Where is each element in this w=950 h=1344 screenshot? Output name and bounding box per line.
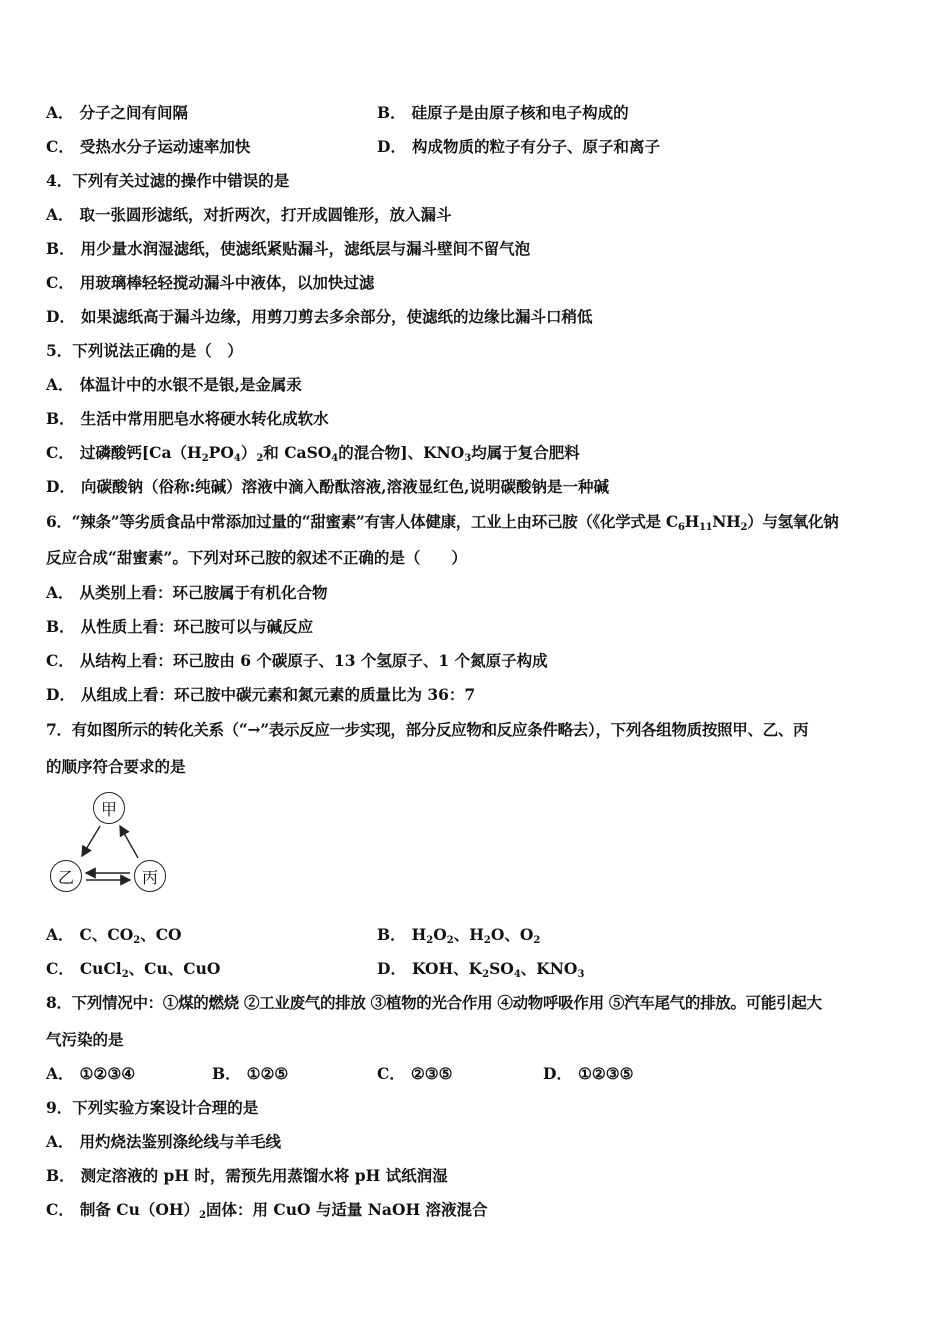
subscript: 2 (199, 1210, 206, 1221)
option-text: 用灼烧法鉴别涤纶线与羊毛线 (79, 1132, 282, 1151)
q6-option-a (46, 583, 328, 603)
text-part: 、KNO (520, 959, 578, 978)
q6-option-d (46, 685, 475, 705)
q4-option-b (46, 239, 530, 259)
q5-stem: 5．下列说法正确的是（ ） (46, 341, 243, 360)
text-part: C、CO (79, 925, 134, 944)
q7-stem-line2: 的顺序符合要求的是 (46, 757, 186, 776)
node-bing: 丙 (134, 860, 166, 892)
text-part: ）与氢氧化钠 (747, 512, 839, 531)
option-label: D． (46, 685, 75, 704)
option-text: 从类别上看：环己胺属于有机化合物 (79, 583, 328, 602)
subscript: 11 (698, 522, 713, 533)
option-label: D． (377, 137, 406, 156)
q3-option-c (46, 137, 250, 157)
option-label: B． (46, 409, 75, 428)
text-part: 的混合物]、KNO (338, 443, 465, 462)
q5-option-d (46, 477, 609, 497)
q4-option-d (46, 307, 592, 327)
option-label: D． (46, 477, 75, 496)
option-text: ①②③⑤ (577, 1064, 634, 1083)
text-part: O、O (490, 925, 534, 944)
q7-stem-line1: 7．有如图所示的转化关系（“→”表示反应一步实现，部分反应物和反应条件略去），下列各组物质按照甲、乙、丙 (46, 720, 809, 739)
text-part: 均属于复合肥料 (471, 443, 580, 462)
option-label: B． (46, 617, 75, 636)
option-text: 从组成上看：环己胺中碳元素和氮元素的质量比为 36：7 (80, 685, 476, 704)
q8-option-b (212, 1064, 288, 1084)
option-text: ②③⑤ (410, 1064, 453, 1083)
option-label: A． (46, 583, 74, 602)
text-part: PO (208, 443, 234, 462)
option-label: B． (377, 103, 406, 122)
option-text: 用玻璃棒轻轻搅动漏斗中液体，以加快过滤 (79, 273, 375, 292)
option-text: 向碳酸钠（俗称:纯碱）溶液中滴入酚酞溶液,溶液显红色,说明碳酸钠是一种碱 (80, 477, 609, 496)
subscript: 2 (483, 935, 491, 946)
q9-option-c (46, 1200, 488, 1220)
subscript: 2 (121, 969, 129, 980)
text-part: SO (489, 959, 514, 978)
q9-option-a (46, 1132, 281, 1152)
option-text: 硅原子是由原子核和电子构成的 (411, 103, 629, 122)
option-label: A． (46, 1132, 74, 1151)
option-label: A． (46, 103, 74, 122)
text-part: 和 CaSO (263, 443, 332, 462)
q7-option-a (46, 925, 182, 945)
q3-option-d (377, 137, 660, 157)
text-part: H (411, 925, 427, 944)
option-text: 受热水分子运动速率加快 (79, 137, 251, 156)
q5-option-a (46, 375, 302, 395)
option-label: C． (46, 1200, 74, 1219)
option-label: C． (46, 959, 74, 978)
subscript: 2 (533, 935, 541, 946)
subscript: 2 (201, 453, 209, 464)
option-label: C． (377, 1064, 405, 1083)
text-part: H (684, 512, 699, 531)
text-part: 6．“辣条”等劣质食品中常添加过量的“甜蜜素”有害人体健康，工业上由环己胺（《化学式是 C (46, 512, 678, 531)
option-label: D． (46, 307, 75, 326)
text-part: 、Cu、CuO (128, 959, 221, 978)
option-label: B． (46, 1166, 75, 1185)
option-label: D． (377, 959, 406, 978)
q8-option-c (377, 1064, 453, 1084)
option-label: A． (46, 1064, 74, 1083)
option-text: 从结构上看：环己胺由 6 个碳原子、13 个氢原子、1 个氮原子构成 (79, 651, 548, 670)
q4-stem: 4．下列有关过滤的操作中错误的是 (46, 171, 290, 190)
option-text: ①②③④ (79, 1064, 136, 1083)
q3-option-b (377, 103, 629, 123)
q9-option-b (46, 1166, 448, 1186)
q4-option-a (46, 205, 452, 225)
option-text: 用少量水润湿滤纸，使滤纸紧贴漏斗，滤纸层与漏斗壁间不留气泡 (80, 239, 531, 258)
subscript: 2 (256, 453, 264, 464)
option-label: B． (377, 925, 406, 944)
subscript: 4 (331, 453, 339, 464)
text-part: 固体：用 CuO 与适量 NaOH 溶液混合 (205, 1200, 488, 1219)
q6-option-c (46, 651, 548, 671)
subscript: 2 (740, 522, 748, 533)
q9-stem: 9．下列实验方案设计合理的是 (46, 1098, 259, 1117)
option-label: C． (46, 651, 74, 670)
option-text: 生活中常用肥皂水将硬水转化成软水 (80, 409, 329, 428)
option-label: A． (46, 205, 74, 224)
q7-option-b (377, 925, 540, 945)
subscript: 3 (464, 453, 472, 464)
subscript: 2 (133, 935, 141, 946)
text-part: O (433, 925, 447, 944)
q8-stem-line2: 气污染的是 (46, 1030, 124, 1049)
q8-stem-line1: 8．下列情况中：①煤的燃烧 ②工业废气的排放 ③植物的光合作用 ④动物呼吸作用 ⑤汽车尾气的排放。可能引起大 (46, 993, 822, 1012)
option-label: A． (46, 925, 74, 944)
subscript: 6 (677, 522, 685, 533)
option-label: A． (46, 375, 74, 394)
text-part: 、H (453, 925, 484, 944)
q8-option-a (46, 1064, 135, 1084)
q5-option-c (46, 443, 580, 463)
q4-option-c (46, 273, 374, 293)
subscript: 4 (233, 453, 241, 464)
q7-option-c (46, 959, 220, 979)
option-label: B． (46, 239, 75, 258)
text-part: 过磷酸钙[Ca（H (79, 443, 202, 462)
text-part: KOH、K (411, 959, 483, 978)
text-part: NH (712, 512, 741, 531)
option-text: 分子之间有间隔 (79, 103, 189, 122)
option-text: 测定溶液的 pH 时，需预先用蒸馏水将 pH 试纸润湿 (80, 1166, 448, 1185)
subscript: 2 (482, 969, 490, 980)
option-label: D． (543, 1064, 572, 1083)
subscript: 4 (513, 969, 521, 980)
text-part: 、CO (140, 925, 182, 944)
node-jia: 甲 (93, 792, 125, 824)
subscript: 2 (426, 935, 434, 946)
option-label: C． (46, 273, 74, 292)
subscript: 2 (446, 935, 454, 946)
subscript: 3 (577, 969, 585, 980)
text-part: ） (240, 443, 257, 462)
option-text: 取一张圆形滤纸，对折两次，打开成圆锥形，放入漏斗 (79, 205, 452, 224)
option-label: C． (46, 443, 74, 462)
option-label: C． (46, 137, 74, 156)
q7-option-d (377, 959, 584, 979)
option-label: B． (212, 1064, 241, 1083)
q6-option-b (46, 617, 313, 637)
q8-option-d (543, 1064, 634, 1084)
option-text: 从性质上看：环己胺可以与碱反应 (80, 617, 314, 636)
option-text: 如果滤纸高于漏斗边缘，用剪刀剪去多余部分，使滤纸的边缘比漏斗口稍低 (80, 307, 593, 326)
node-yi: 乙 (50, 860, 82, 892)
q6-stem-line1 (46, 512, 838, 532)
q3-option-a (46, 103, 188, 123)
text-part: 制备 Cu（OH） (79, 1200, 199, 1219)
option-text: 构成物质的粒子有分子、原子和离子 (411, 137, 660, 156)
q6-stem-line2: 反应合成“甜蜜素”。下列对环己胺的叙述不正确的是（ ） (46, 548, 467, 567)
q5-option-b (46, 409, 329, 429)
text-part: CuCl (79, 959, 122, 978)
conversion-diagram (46, 788, 176, 898)
option-text: ①②⑤ (246, 1064, 289, 1083)
option-text: 体温计中的水银不是银,是金属汞 (79, 375, 302, 394)
